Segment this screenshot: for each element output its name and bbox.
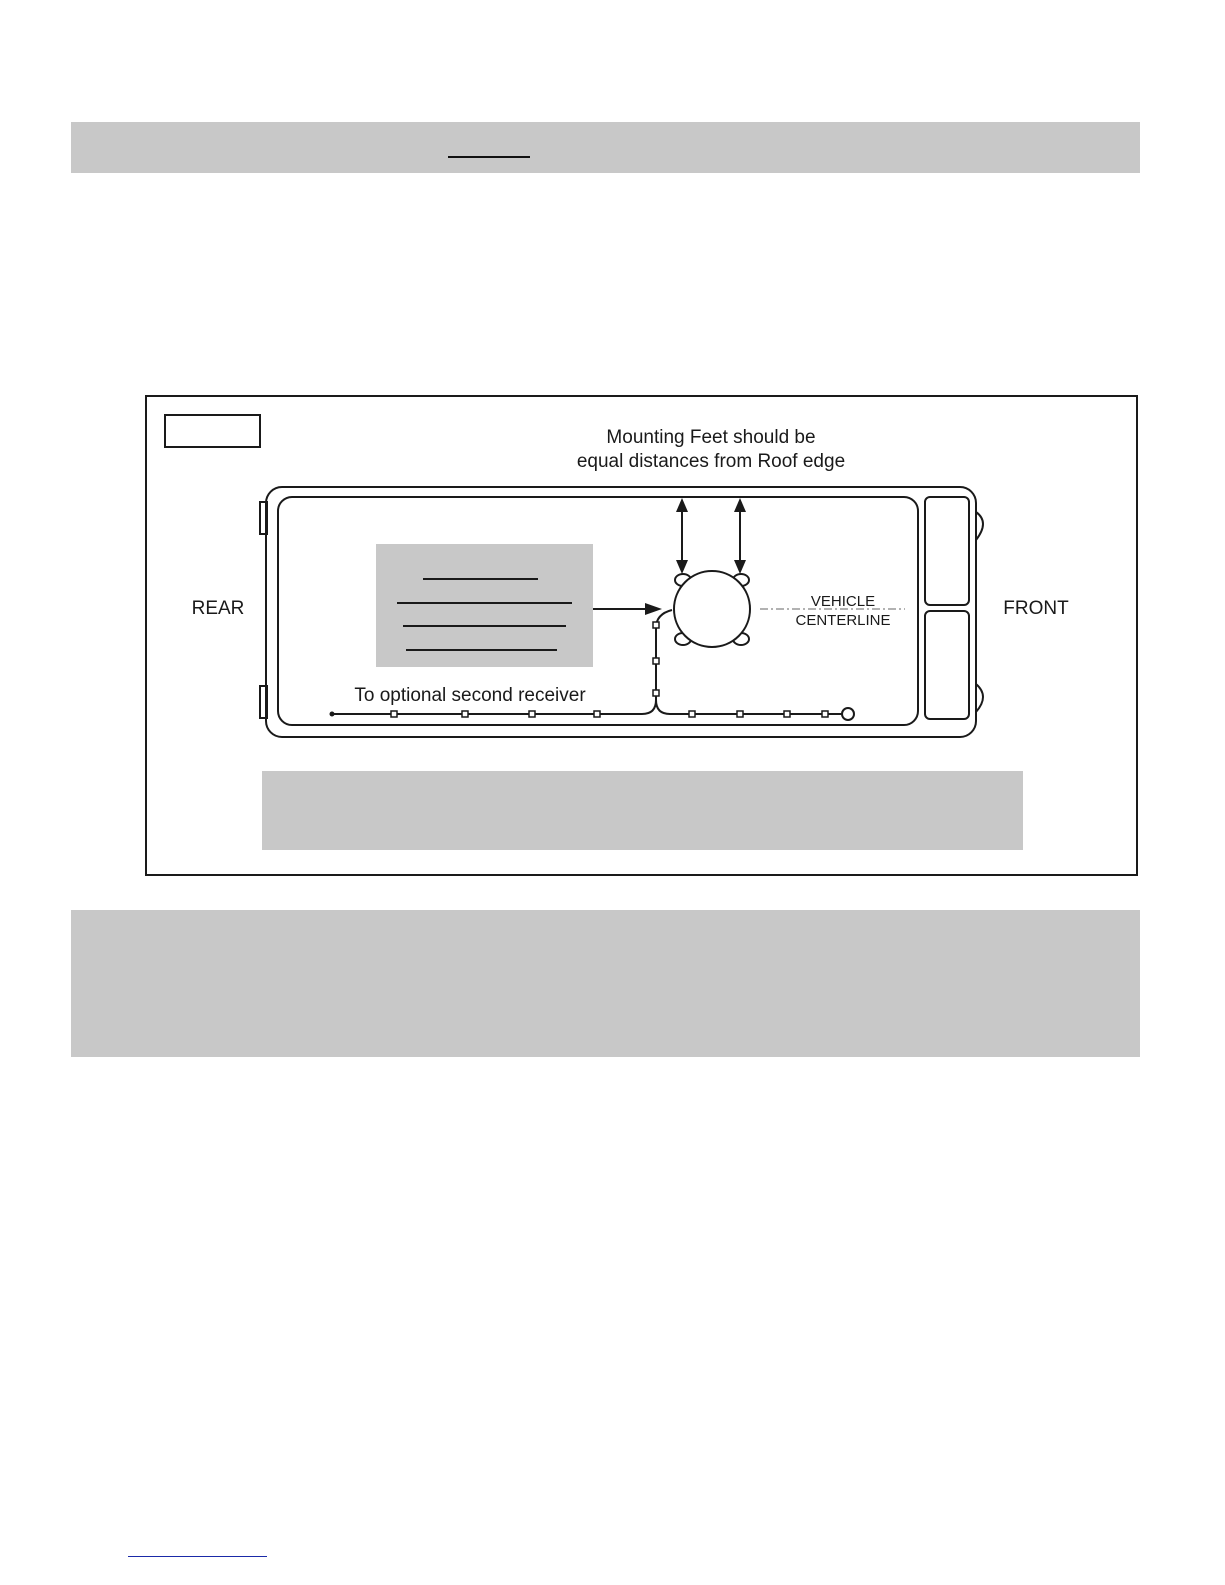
- antenna-label-panel: [376, 544, 593, 667]
- cab-section-upper: [925, 497, 969, 605]
- distance-arrowhead-left-bottom: [676, 560, 688, 574]
- antenna-dome: [674, 571, 750, 647]
- rear-label: REAR: [191, 598, 245, 619]
- figure-caption-panel: [262, 771, 1023, 850]
- mounting-note-line2: equal distances from Roof edge: [576, 451, 846, 472]
- mirror-right-upper: [976, 512, 983, 540]
- distance-arrowhead-left-top: [676, 498, 688, 512]
- mirror-right-lower: [976, 684, 983, 712]
- second-receiver-label: To optional second receiver: [354, 685, 586, 706]
- cab-section-lower: [925, 611, 969, 719]
- centerline-label-line1: VEHICLE: [810, 593, 876, 610]
- cable-end-connector: [842, 708, 854, 720]
- distance-arrowhead-right-top: [734, 498, 746, 512]
- cable-run-front: [656, 700, 848, 714]
- pointer-arrowhead: [645, 603, 662, 615]
- mounting-note-line1: Mounting Feet should be: [606, 427, 816, 448]
- centerline-label-line2: CENTERLINE: [795, 612, 891, 629]
- front-label: FRONT: [1003, 598, 1069, 619]
- footer-link-underline[interactable]: [128, 1556, 267, 1557]
- distance-arrowhead-right-bottom: [734, 560, 746, 574]
- cable-end-dot: [330, 712, 335, 717]
- note-panel: [71, 910, 1140, 1057]
